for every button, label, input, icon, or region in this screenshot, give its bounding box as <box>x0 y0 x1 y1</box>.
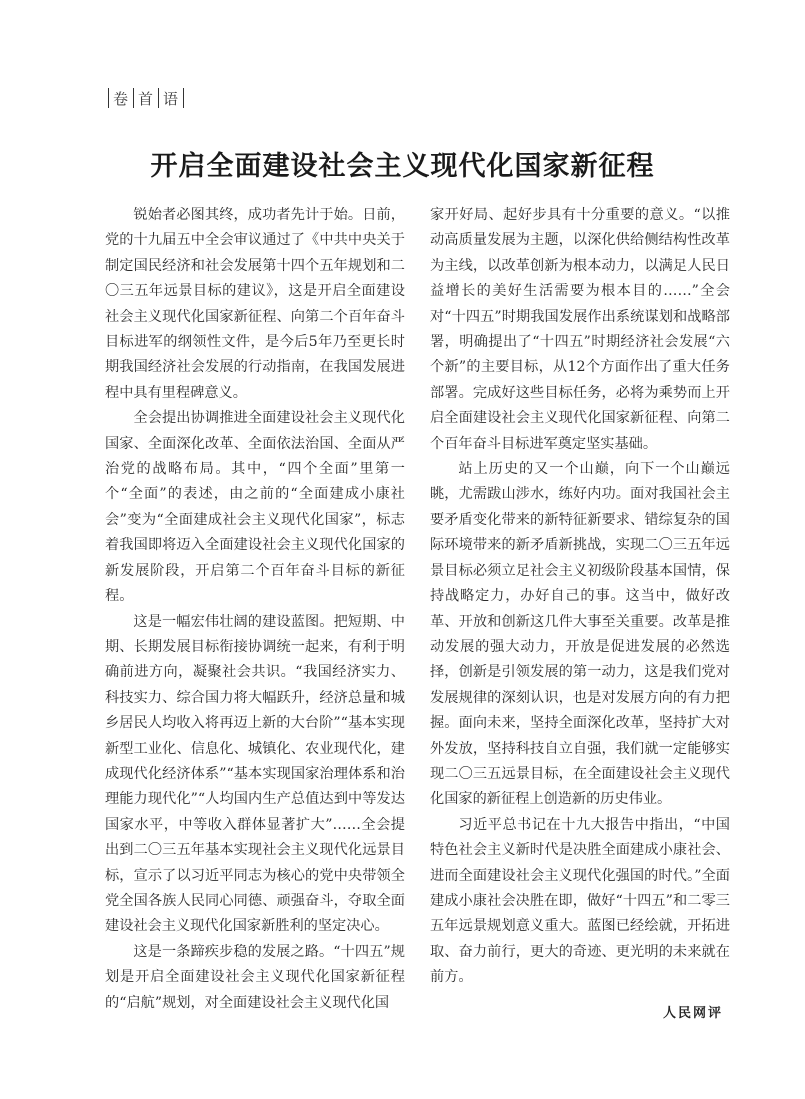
section-tag-divider <box>183 88 184 108</box>
paragraph: 这是一幅宏伟壮阔的建设蓝图。把短期、中期、长期发展目标衔接协调统一起来，有利于明确前进方向，凝聚社会共识。“我国经济实力、科技实力、综合国力将大幅跃升，经济总量和城乡居民人均收入将再迈上新的大台阶”“基本实现新型工业化、信息化、城镇化、农业现代化，建成现代化经济体系”“基本实现国家治理体系和治理能力现代化”“人均国内生产总值达到中等发达国家水平，中等收入群体显著扩大”……全会提出到二〇三五年基本实现社会主义现代化远景目标，宣示了以习近平同志为核心的党中央带领全党全国各族人民同心同德、顽强奋斗，夺取全面建设社会主义现代化国家新胜利的坚定决心。 <box>105 613 405 935</box>
paragraph-continuation: 家开好局、起好步具有十分重要的意义。“以推动高质量发展为主题，以深化供给侧结构性改革为主线，以改革创新为根本动力，以满足人民日益增长的美好生活需要为根本目的……”全会对“十四五”时期我国发展作出系统谋划和战略部署，明确提出了“十四五”时期经济社会发展“六个新”的主要目标，从12个方面作出了重大任务部署。完成好这些目标任务，必将为乘势而上开启全面建设社会主义现代化国家新征程、向第二个百年奋斗目标进军奠定坚实基础。 <box>430 207 730 452</box>
section-tag-char-3: 语 <box>163 89 180 108</box>
left-column <box>105 203 405 1016</box>
section-tag-char-1: 卷 <box>113 89 130 108</box>
paragraph: 全会提出协调推进全面建设社会主义现代化国家、全面深化改革、全面依法治国、全面从严治党的战略布局。其中，“四个全面”里第一个“全面”的表述，由之前的“全面建成小康社会”变为“全面建成社会主义现代化国家”，标志着我国即将迈入全面建设社会主义现代化国家的新发展阶段，开启第二个百年奋斗目标的新征程。 <box>105 410 405 605</box>
paragraph: 习近平总书记在十九大报告中指出，“中国特色社会主义新时代是决胜全面建成小康社会、进而全面建设社会主义现代化强国的时代。”全面建成小康社会决胜在即，做好“十四五”和二零三五年远景规划意义重大。蓝图已经绘就，开拓进取、奋力前行，更大的奇迹、更光明的未来就在前方。 <box>430 816 730 986</box>
section-tag-divider <box>133 88 134 108</box>
paragraph: 这是一条蹄疾步稳的发展之路。“十四五”规划是开启全面建设社会主义现代化国家新征程的“启航”规划，对全面建设社会主义现代化国 <box>105 943 405 1011</box>
article-source: 人民网评 <box>662 1006 723 1021</box>
paragraph: 站上历史的又一个山巅，向下一个山巅远眺，尤需跋山涉水，练好内功。面对我国社会主要矛盾变化带来的新特征新要求、错综复杂的国际环境带来的新矛盾新挑战，实现二〇三五年远景目标必须立足社会主义初级阶段基本国情，保持战略定力，办好自己的事。这当中，做好改革、开放和创新这几件大事至关重要。改革是推动发展的强大动力，开放是促进发展的必然选择，创新是引领发展的第一动力，这是我们党对发展规律的深刻认识，也是对发展方向的有力把握。面向未来，坚持全面深化改革，坚持扩大对外发放，坚持科技自立自强，我们就一定能够实现二〇三五远景目标，在全面建设社会主义现代化国家的新征程上创造新的历史伟业。 <box>430 461 730 808</box>
paragraph: 锐始者必图其终，成功者先计于始。日前，党的十九届五中全会审议通过了《中共中央关于制定国民经济和社会发展第十四个五年规划和二〇三五年远景目标的建议》，这是开启全面建设社会主义现代化国家新征程、向第二个百年奋斗目标进军的纲领性文件，是今后5年乃至更长时期我国经济社会发展的行动指南，在我国发展进程中具有里程碑意义。 <box>105 207 405 401</box>
section-tag-char-2: 首 <box>138 89 155 108</box>
right-column <box>430 203 730 991</box>
article-title: 开启全面建设社会主义现代化国家新征程 <box>150 151 655 182</box>
section-tag-divider <box>158 88 159 108</box>
section-tag <box>104 86 188 110</box>
section-tag-divider <box>108 88 109 108</box>
